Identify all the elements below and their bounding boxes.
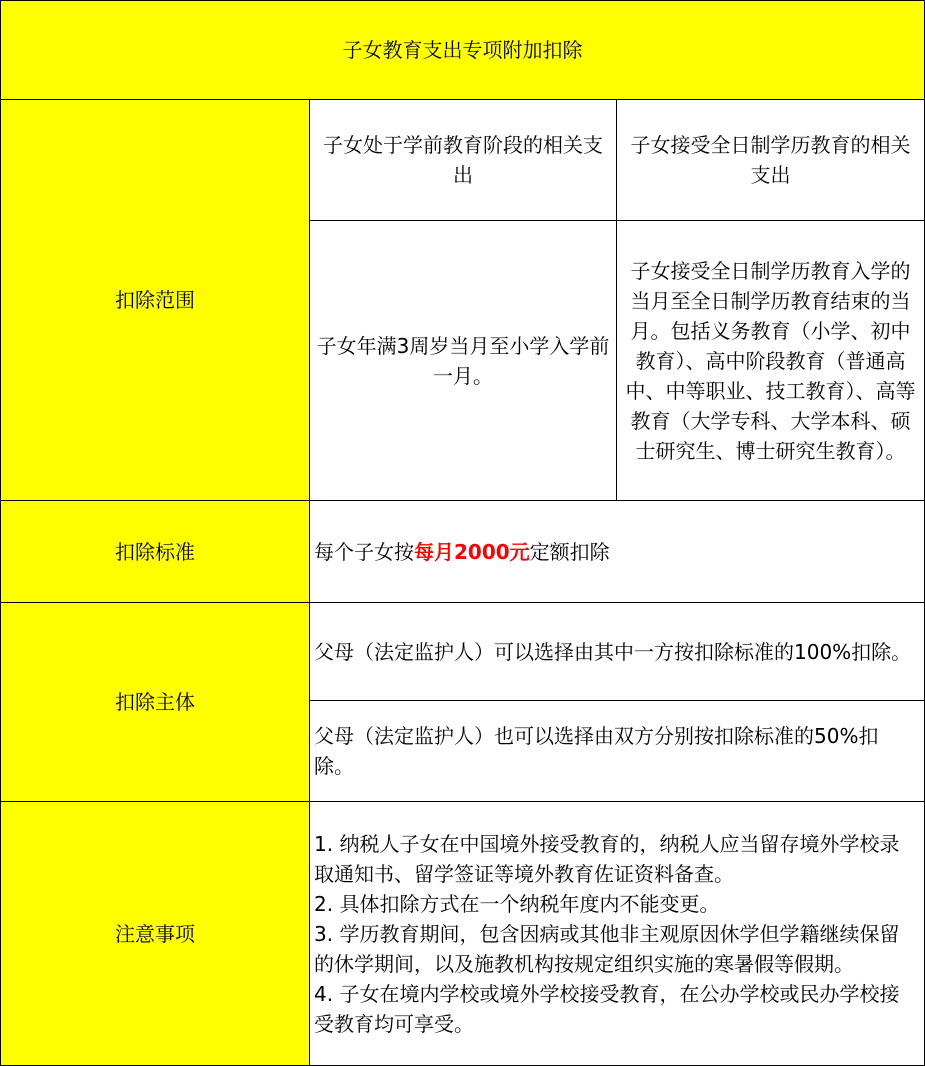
preschool-body-cell xyxy=(309,220,617,501)
fulltime-body-cell xyxy=(616,220,925,501)
subject-option1: 父母（法定监护人）可以选择由其中一方按扣除标准的100%扣除。 xyxy=(314,639,912,664)
subject-option2-cell xyxy=(309,700,925,802)
preschool-header: 子女处于学前教育阶段的相关支出 xyxy=(323,133,603,187)
scope-label-cell xyxy=(0,99,310,501)
fulltime-body: 子女接受全日制学历教育入学的当月至全日制学历教育结束的当月。包括义务教育（小学、初中教育）、高中阶段教育（普通高中、中等职业、技工教育）、高等教育（大学专科、大学本科、硕士研究生、博士研究生教育）。 xyxy=(625,258,916,463)
standard-amount: 每月2000元 xyxy=(414,539,530,564)
fulltime-header-cell xyxy=(616,99,925,221)
subject-label: 扣除主体 xyxy=(115,690,195,714)
note-item-1: 1. 纳税人子女在中国境外接受教育的，纳税人应当留存境外学校录取通知书、留学签证等境外教育佐证资料备查。 xyxy=(314,831,900,886)
notes-label: 注意事项 xyxy=(115,921,195,946)
subject-label-cell xyxy=(0,602,310,802)
standard-label: 扣除标准 xyxy=(115,539,195,564)
notes-label-cell xyxy=(0,801,310,1066)
subject-option1-cell xyxy=(309,602,925,701)
preschool-body: 子女年满3周岁当月至小学入学前一月。 xyxy=(316,333,610,388)
subject-option2: 父母（法定监护人）也可以选择由双方分别按扣除标准的50%扣除。 xyxy=(314,724,879,778)
fulltime-header: 子女接受全日制学历教育的相关支出 xyxy=(630,133,911,187)
standard-suffix: 定额扣除 xyxy=(529,539,610,564)
table-title xyxy=(0,0,925,100)
standard-prefix: 每个子女按 xyxy=(314,539,414,564)
table-title-text: 子女教育支出专项附加扣除 xyxy=(342,38,583,62)
preschool-header-cell xyxy=(309,99,617,221)
standard-value-cell xyxy=(309,500,925,603)
scope-label: 扣除范围 xyxy=(115,288,195,312)
note-item-3: 3. 学历教育期间，包含因病或其他非主观原因休学但学籍继续保留的休学期间，以及施教机构按规定组织实施的寒暑假等假期。 xyxy=(314,921,900,976)
notes-list xyxy=(314,829,916,1039)
notes-cell xyxy=(309,801,925,1066)
note-item-4: 4. 子女在境内学校或境外学校接受教育，在公办学校或民办学校接受教育均可享受。 xyxy=(314,981,900,1036)
standard-text xyxy=(314,537,610,567)
note-item-2: 2. 具体扣除方式在一个纳税年度内不能变更。 xyxy=(314,891,720,916)
standard-label-cell xyxy=(0,500,310,603)
